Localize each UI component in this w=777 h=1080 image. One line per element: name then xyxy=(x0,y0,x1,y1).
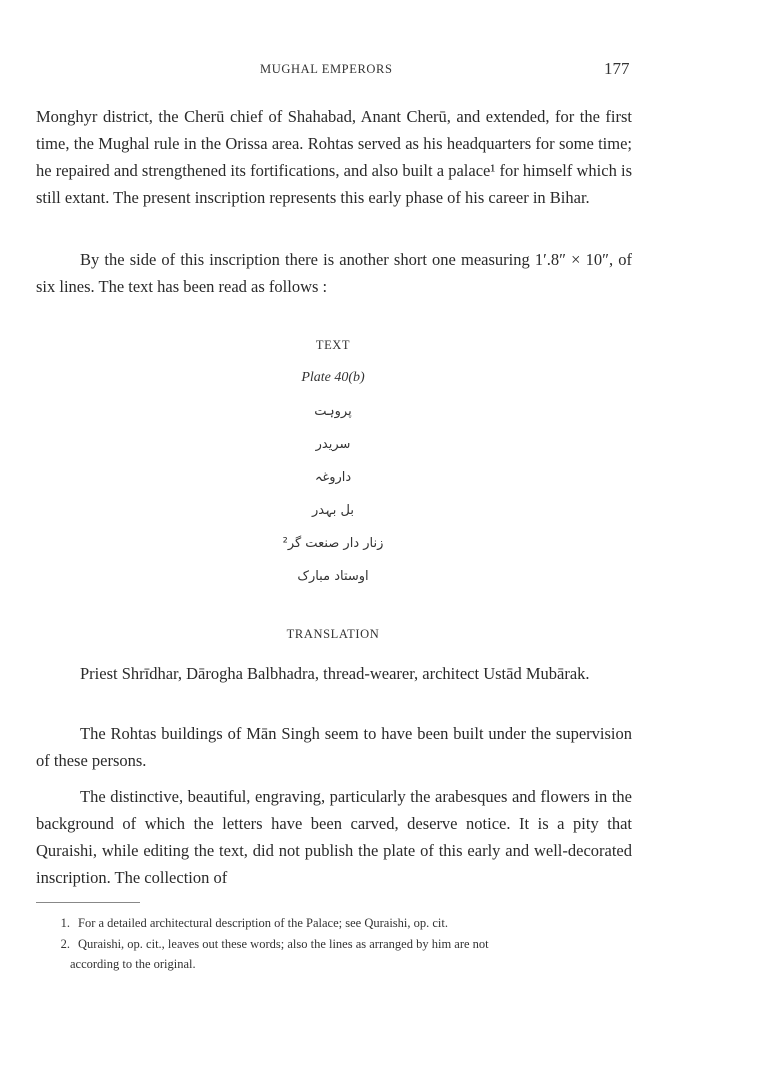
running-head: MUGHAL EMPERORS xyxy=(260,62,393,76)
inscription-line-1: پروہت xyxy=(314,404,352,419)
inscription-line-3: داروغہ xyxy=(314,470,352,485)
footnote-1 xyxy=(36,913,634,933)
paragraph-rohtas-buildings: The Rohtas buildings of Mān Singh seem to have been built under the supervision of these persons. xyxy=(36,724,632,770)
paragraph-translation: Priest Shrīdhar, Dārogha Balbhadra, thread-wearer, architect Ustād Mubārak. xyxy=(80,664,590,683)
inscription-line-6: اوستاد مبارک xyxy=(297,569,369,584)
inscription-line-5: زنار دار صنعت گر² xyxy=(282,536,384,551)
paragraph-intro: Monghyr district, the Cherū chief of Shahabad, Anant Cherū, and extended, for the first time, the Mughal rule in the Orissa area. Rohtas served as his headquarters for some time; he repaired and strengthened its fortifications, and also built a palace¹ for himself which is still extant. The present inscription represents this early phase of his career in Bihar. xyxy=(36,107,632,207)
paragraph-second-inscription: By the side of this inscription there is another short one measuring 1′.8″ × 10″, of six lines. The text has been read as follows : xyxy=(36,250,632,296)
footnote-number: 1. xyxy=(60,916,70,930)
page-number: 177 xyxy=(604,59,630,78)
footnote-continuation: according to the original. xyxy=(70,957,196,971)
footnote-2 xyxy=(36,934,634,974)
text-heading: TEXT xyxy=(315,338,351,352)
translation-heading: TRANSLATION xyxy=(286,627,380,641)
plate-reference: Plate 40(b) xyxy=(301,370,365,385)
footnote-text: For a detailed architectural description of the Palace; see Quraishi, op. cit. xyxy=(78,916,449,930)
inscription-line-4: بل بہدر xyxy=(312,503,354,518)
footnote-divider xyxy=(36,902,140,903)
footnote-text: Quraishi, op. cit., leaves out these words; also the lines as arranged by him are not xyxy=(78,937,489,951)
footnote-number: 2. xyxy=(60,937,70,951)
inscription-line-2: سریدر xyxy=(315,437,351,452)
paragraph-engraving: The distinctive, beautiful, engraving, particularly the arabesques and flowers in the background of which the letters have been carved, deserve notice. It is a pity that Quraishi, while editing the text, did not publish the plate of this early and well-decorated inscription. The collection of xyxy=(36,787,632,887)
